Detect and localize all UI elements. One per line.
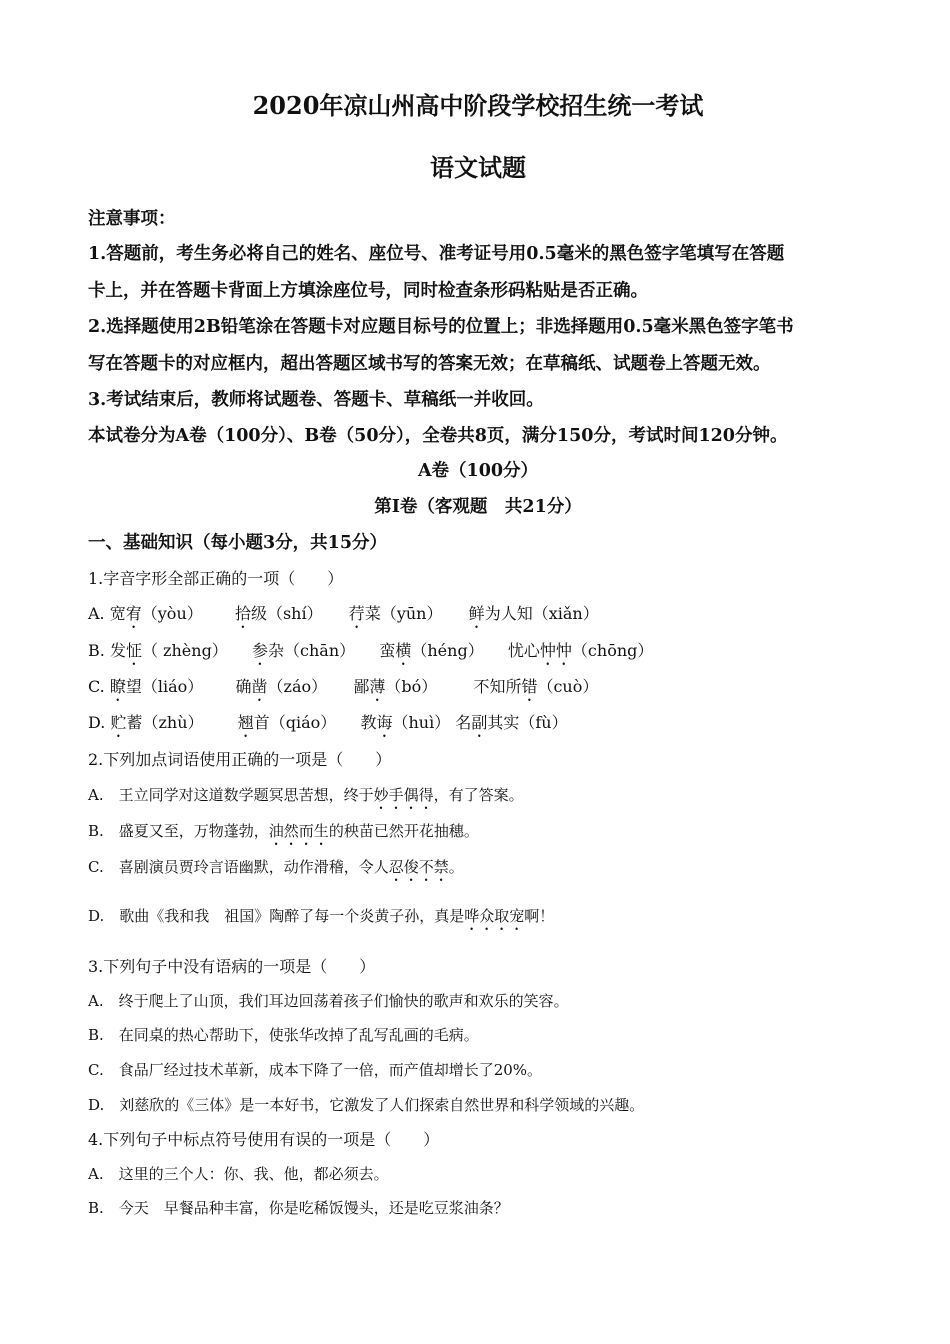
pinyin: （ zhèng） <box>141 641 228 660</box>
pinyin: （yūn） <box>380 604 443 623</box>
pinyin: （yòu） <box>141 604 203 623</box>
option-text: A. 王立同学对这道数学题冥思苦想，终于 <box>88 786 374 804</box>
notice-item-1a: 1.答题前，考生务必将自己的姓名、座位号、准考证号用0.5毫米的黑色签字笔填写在答题 <box>88 244 785 264</box>
q4-stem: 4.下列句子中标点符号使用有误的一项是（ ） <box>88 1130 440 1149</box>
dotted-phrase: 哗众取宠 <box>464 907 525 925</box>
notice-item-1b: 卡上，并在答题卡背面上方填涂座位号，同时检查条形码粘贴是否正确。 <box>88 281 648 301</box>
basic-section-heading: 一、基础知识（每小题3分，共15分） <box>88 533 388 553</box>
part1-heading: 第Ⅰ卷（客观题 共21分） <box>374 497 582 517</box>
dotted-phrase: 油然而生 <box>268 822 329 840</box>
notice-item-2b: 写在答题卡的对应框内，超出答题区域书写的答案无效；在草稿纸、试题卷上答题无效。 <box>88 354 771 374</box>
q3-option-a: A. 终于爬上了山顶，我们耳边回荡着孩子们愉快的歌声和欢乐的笑容。 <box>88 992 569 1010</box>
volume-a-heading: A卷（100分） <box>417 461 539 481</box>
dotted-char: 副 <box>471 713 488 732</box>
exam-subtitle: 语文试题 <box>430 153 526 182</box>
word-part: 菜 <box>364 604 381 623</box>
word-part: 蓄 <box>126 713 143 732</box>
word-part: 宽 <box>109 604 126 623</box>
word-part: 鄙 <box>353 677 370 696</box>
pinyin: （chān） <box>284 641 356 660</box>
dotted-char: 翘 <box>237 713 254 732</box>
pinyin: （héng） <box>411 641 484 660</box>
word-part: 其实 <box>487 713 520 732</box>
dotted-char: 贮 <box>110 713 127 732</box>
q1-option-b <box>88 638 653 669</box>
pinyin: （bó） <box>385 677 438 696</box>
dotted-phrase: 忍俊不禁 <box>388 858 449 876</box>
dotted-char: 瞭 <box>109 677 126 696</box>
word-part: 杂 <box>268 641 285 660</box>
notice-item-3: 3.考试结束后，教师将试题卷、答题卡、草稿纸一并收回。 <box>88 390 544 410</box>
q1-stem: 1.字音字形全部正确的一项（ ） <box>88 569 344 588</box>
option-text: B. 盛夏又至，万物蓬勃， <box>88 822 269 840</box>
pinyin: （shí） <box>266 604 323 623</box>
word-part: 确 <box>235 677 252 696</box>
q4-option-b: B. 今天 早餐品种丰富，你是吃稀饭馒头，还是吃豆浆油条？ <box>88 1199 509 1217</box>
q2-option-a <box>88 784 524 813</box>
dotted-char: 参 <box>252 641 269 660</box>
q4-option-a: A. 这里的三个人：你、我、他，都必须去。 <box>88 1165 389 1183</box>
word-part: 名 <box>455 713 472 732</box>
pinyin: （zhù） <box>142 713 204 732</box>
pinyin: （záo） <box>267 677 328 696</box>
q2-stem: 2.下列加点词语使用正确的一项是（ ） <box>88 750 392 769</box>
dotted-char: 宥 <box>125 604 142 623</box>
notice-summary: 本试卷分为A卷（100分）、B卷（50分），全卷共8页，满分150分，考试时间120分钟。 <box>88 426 788 446</box>
word-part: 不知所 <box>473 677 522 696</box>
dotted-char: 怔 <box>125 641 142 660</box>
q1-option-c <box>88 674 598 705</box>
pinyin: （fù） <box>519 713 568 732</box>
dotted-phrase: 妙手偶得 <box>373 786 434 804</box>
exam-title: 2020年凉山州高中阶段学校招生统一考试 <box>252 91 704 120</box>
option-label: B. <box>88 641 105 660</box>
dotted-char: 薄 <box>369 677 386 696</box>
dotted-char: 横 <box>395 641 412 660</box>
pinyin: （cuò） <box>537 677 599 696</box>
option-text: 。 <box>448 858 464 876</box>
pinyin: （chōng） <box>571 641 654 660</box>
option-text: 啊！ <box>524 907 555 925</box>
option-label: A. <box>88 604 105 623</box>
notice-heading: 注意事项： <box>88 209 176 229</box>
dotted-char: 拾 <box>234 604 251 623</box>
q3-option-c: C. 食品厂经过技术革新，成本下降了一倍，而产值却增长了20%。 <box>88 1061 543 1079</box>
dotted-char: 鲜 <box>468 604 485 623</box>
pinyin: （qiáo） <box>269 713 337 732</box>
pinyin: （liáo） <box>141 677 204 696</box>
option-text: ，有了答案。 <box>433 786 524 804</box>
pinyin: （xiǎn） <box>532 604 599 623</box>
q3-option-b: B. 在同桌的热心帮助下，使张华改掉了乱写乱画的毛病。 <box>88 1026 479 1044</box>
option-label: D. <box>88 713 106 732</box>
q2-option-c <box>88 856 464 885</box>
word-part: 首 <box>253 713 270 732</box>
q3-option-d: D. 刘慈欣的《三体》是一本好书，它激发了人们探索自然世界和科学领域的兴趣。 <box>88 1096 645 1114</box>
dotted-char: 荇 <box>348 604 365 623</box>
word-part: 蛮 <box>379 641 396 660</box>
word-part: 忧心 <box>507 641 540 660</box>
option-text: D. 歌曲《我和我 祖国》陶醉了每一个炎黄子孙，真是 <box>88 907 465 925</box>
option-text: 的秧苗已然开花抽穗。 <box>328 822 479 840</box>
word-part: 发 <box>109 641 126 660</box>
dotted-char: 诲 <box>376 713 393 732</box>
word-part: 级 <box>250 604 267 623</box>
option-text: C. 喜剧演员贾玲言语幽默，动作滑稽，令人 <box>88 858 389 876</box>
dotted-char: 忡忡 <box>539 641 572 660</box>
q1-option-d <box>88 710 568 741</box>
word-part: 为人知 <box>484 604 533 623</box>
word-part: 教 <box>360 713 377 732</box>
word-part: 望 <box>125 677 142 696</box>
option-label: C. <box>88 677 105 696</box>
q1-option-a <box>88 601 599 632</box>
q2-option-b <box>88 820 479 849</box>
notice-item-2a: 2.选择题使用2B铅笔涂在答题卡对应题目标号的位置上；非选择题用0.5毫米黑色签字笔书 <box>88 317 794 337</box>
dotted-char: 凿 <box>251 677 268 696</box>
pinyin: （huì） <box>392 713 451 732</box>
q2-option-d <box>88 905 554 934</box>
dotted-char: 错 <box>521 677 538 696</box>
q3-stem: 3.下列句子中没有语病的一项是（ ） <box>88 957 376 976</box>
